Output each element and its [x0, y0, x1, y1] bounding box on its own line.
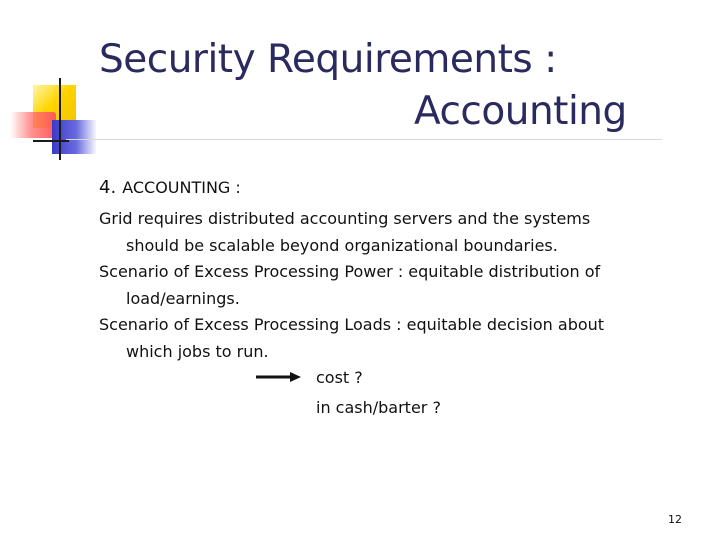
section-heading: [99, 174, 241, 201]
note-cash-barter: in cash/barter ?: [316, 398, 441, 417]
slide-title-line-2: Accounting: [414, 89, 627, 134]
paragraph-excess-loads: [99, 311, 604, 365]
right-arrow-icon: [256, 371, 302, 383]
note-cost: cost ?: [316, 368, 363, 387]
section-label: ACCOUNTING :: [122, 178, 241, 197]
decorative-vertical-line: [59, 78, 61, 160]
paragraph-line: Scenario of Excess Processing Loads : equitable decision about: [99, 315, 605, 334]
paragraph-excess-power: [99, 258, 600, 312]
paragraph-line: Scenario of Excess Processing Power : equitable distribution of: [99, 262, 601, 281]
title-divider: [66, 139, 662, 140]
section-number: 4.: [99, 177, 117, 198]
paragraph-line-continued: should be scalable beyond organizational boundaries.: [126, 236, 558, 255]
paragraph-line-continued: load/earnings.: [126, 289, 240, 308]
decorative-red-block: [10, 112, 56, 138]
paragraph-distributed-accounting: [99, 205, 590, 259]
slide-title-line-1: Security Requirements :: [99, 37, 557, 82]
page-number: 12: [668, 513, 682, 526]
paragraph-line-continued: which jobs to run.: [126, 342, 269, 361]
paragraph-line: Grid requires distributed accounting servers and the systems: [99, 209, 591, 228]
decorative-horizontal-line: [33, 140, 69, 142]
